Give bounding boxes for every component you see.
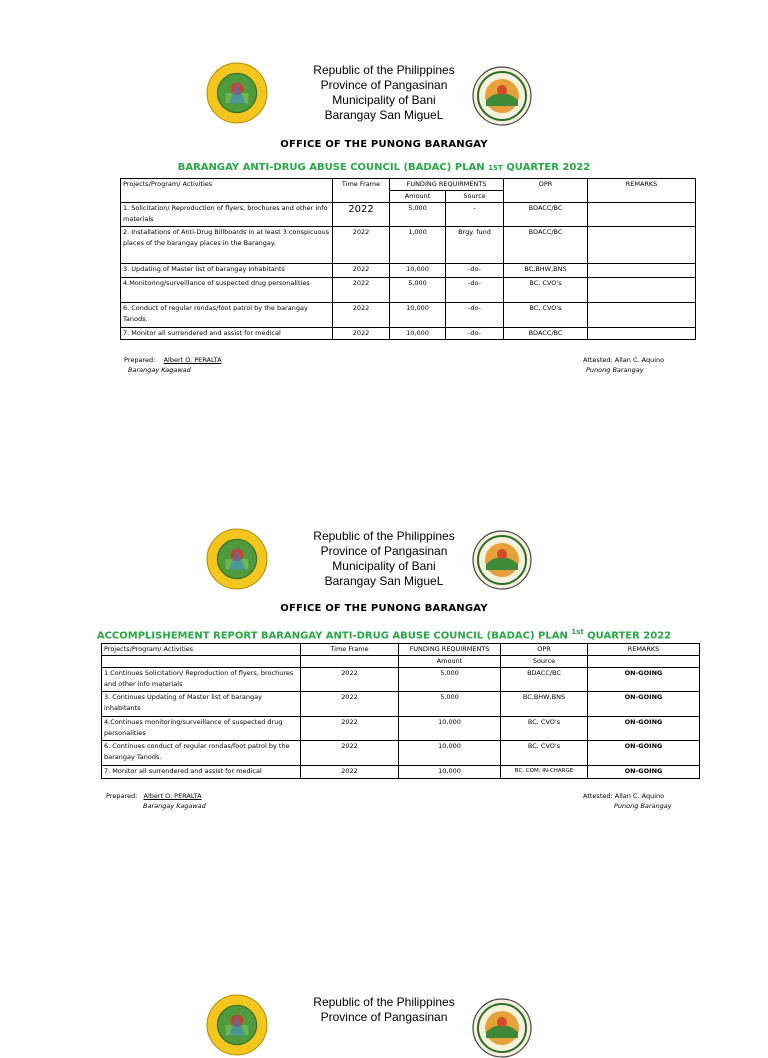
attested-by: Attested: Allan C. Aquino (583, 792, 665, 800)
cell-time: 2022 (333, 278, 390, 303)
prepared-name: Albert O. PERALTA (163, 356, 222, 364)
col-header-opr: OPR (501, 644, 588, 656)
cell-amount: 5,000 (399, 668, 501, 692)
col-header-remarks: REMARKS (588, 644, 700, 656)
cell-activity: 3. Continues Updating of Master list of barangay inhabitants (102, 692, 301, 717)
cell-time: 2022 (333, 203, 390, 227)
cell-opr: BC, CVO's (504, 303, 588, 328)
table-row (121, 328, 696, 340)
letterhead-line1: Republic of the Philippines (313, 529, 455, 543)
cell-amount: 10,000 (390, 328, 446, 340)
cell-activity: 6. Conduct of regular rondas/foot patrol by the barangay Tanods. (121, 303, 333, 328)
cell-time: 2022 (333, 303, 390, 328)
cell-source: - (446, 203, 504, 227)
cell-activity: 6. Continues conduct of regular rondas/foot patrol by the barangay Tanods. (102, 741, 301, 766)
cell-amount: 5,000 (390, 278, 446, 303)
cell-remarks: ON-GOING (588, 668, 700, 692)
cell-time: 2022 (333, 227, 390, 264)
cell-time: 2022 (301, 668, 399, 692)
cell-remarks (588, 227, 696, 264)
cell-remarks (588, 203, 696, 227)
cell-opr: BDACC/BC (504, 227, 588, 264)
cell-remarks: ON-GOING (588, 692, 700, 717)
subheader-source: Source (501, 656, 588, 668)
prepared-by (106, 792, 202, 800)
subheader-amount: Amount (399, 656, 501, 668)
letterhead-line1: Republic of the Philippines (313, 995, 455, 1009)
cell-time: 2022 (301, 766, 399, 779)
cell-source: -do- (446, 278, 504, 303)
cell-remarks: ON-GOING (588, 766, 700, 779)
report-title (0, 628, 768, 641)
letterhead-line4: Barangay San MigueL (324, 108, 444, 122)
table-row (121, 278, 696, 303)
cell-activity: 1.Continues Solicitation/ Reproduction of flyers, brochures and other info materials (102, 668, 301, 692)
cell-time: 2022 (333, 264, 390, 278)
table-row (121, 264, 696, 278)
cell-activity: 4.Continues monitoring/surveillance of suspected drug personalities (102, 717, 301, 741)
cell-remarks (588, 264, 696, 278)
cell-remarks: ON-GOING (588, 741, 700, 766)
letterhead-line3: Municipality of Bani (332, 93, 436, 107)
plan-title-end: QUARTER 2022 (506, 162, 591, 173)
letterhead-line2: Province of Pangasinan (320, 544, 448, 558)
letterhead-line1: Republic of the Philippines (313, 63, 455, 77)
plan-title-quarter: 1ST (488, 164, 503, 172)
cell-time: 2022 (333, 328, 390, 340)
letterhead (0, 529, 768, 589)
attested-role: Punong Barangay (586, 366, 644, 374)
letterhead-line3: Municipality of Bani (332, 559, 436, 573)
attested-role: Punong Barangay (614, 802, 672, 810)
prepared-role: Barangay Kagawad (128, 366, 191, 374)
cell-opr: BDACC/BC (501, 668, 588, 692)
prepared-label: Prepared: (124, 356, 156, 364)
col-header-remarks: REMARKS (588, 179, 696, 203)
letterhead (0, 995, 768, 1025)
prepared-name: Albert O. PERALTA (143, 792, 202, 800)
prepared-by (124, 356, 222, 364)
cell-amount: 5,000 (390, 203, 446, 227)
cell-opr: BC,BHW,BNS (501, 692, 588, 717)
cell-activity: 3. Updating of Master list of barangay inhabitants (121, 264, 333, 278)
table-row (102, 766, 700, 779)
cell-time: 2022 (301, 741, 399, 766)
letterhead (0, 63, 768, 123)
col-header-projects: Projects/Program/ Activities (102, 644, 301, 656)
report-title-quarter: 1st (571, 628, 584, 636)
cell-amount: 10,000 (390, 303, 446, 328)
report-table (101, 643, 700, 779)
cell-amount: 1,000 (390, 227, 446, 264)
cell-amount: 10,000 (399, 766, 501, 779)
cell-source: -do- (446, 264, 504, 278)
cell-remarks (588, 328, 696, 340)
subheader-source: Source (446, 191, 504, 203)
cell-activity: 7. Monitor all surrendered and assist for medical (102, 766, 301, 779)
plan-title (0, 162, 768, 173)
cell-opr: BC, CVO's (501, 741, 588, 766)
col-header-time: Time Frame (333, 179, 390, 203)
table-row (121, 203, 696, 227)
prepared-role: Barangay Kagawad (143, 802, 206, 810)
subheader-amount: Amount (390, 191, 446, 203)
col-header-opr: OPR (504, 179, 588, 203)
cell-remarks (588, 303, 696, 328)
cell-amount: 10,000 (399, 717, 501, 741)
cell-activity: 7. Monitor all surrendered and assist for medical (121, 328, 333, 340)
cell-time: 2022 (301, 692, 399, 717)
col-header-projects: Projects/Program/ Activities (121, 179, 333, 203)
cell-opr: BC, CVO's (504, 278, 588, 303)
cell-activity: 4.Monitoring/surveillance of suspected drug personalities (121, 278, 333, 303)
cell-remarks (588, 278, 696, 303)
cell-opr: BC, COM. IN-CHARGE (501, 766, 588, 779)
office-heading: OFFICE OF THE PUNONG BARANGAY (280, 603, 488, 614)
plan-title-main: BARANGAY ANTI-DRUG ABUSE COUNCIL (BADAC) PLAN (177, 162, 485, 173)
plan-table (120, 178, 696, 340)
cell-amount: 10,000 (399, 741, 501, 766)
col-header-funding: FUNDING REQUIRMENTS (390, 179, 504, 191)
cell-source: -do- (446, 303, 504, 328)
report-title-end: QUARTER 2022 (587, 630, 672, 642)
cell-opr: BC, CVO's (501, 717, 588, 741)
letterhead-line2: Province of Pangasinan (320, 78, 448, 92)
cell-amount: 5,000 (399, 692, 501, 717)
attested-by: Attested: Allan C. Aquino (583, 356, 665, 364)
letterhead-line4: Barangay San MigueL (324, 574, 444, 588)
prepared-label: Prepared: (106, 792, 138, 800)
cell-opr: BDACC/BC (504, 203, 588, 227)
table-row (121, 303, 696, 328)
cell-activity: 2. Installations of Anti-Drug Billboards in at least 3 conspicuous places of the barangay places in the Barangay. (121, 227, 333, 264)
cell-opr: BDACC/BC (504, 328, 588, 340)
cell-activity: 1. Solicitation/ Reproduction of flyers, brochures and other info materials (121, 203, 333, 227)
col-header-funding: FUNDING REQUIRMENTS (399, 644, 501, 656)
table-row (121, 227, 696, 264)
office-heading: OFFICE OF THE PUNONG BARANGAY (280, 139, 488, 150)
table-row (102, 692, 700, 717)
cell-time: 2022 (301, 717, 399, 741)
report-title-main: ACCOMPLISHEMENT REPORT BARANGAY ANTI-DRUG ABUSE COUNCIL (BADAC) PLAN (96, 630, 568, 642)
col-header-time: Time Frame (301, 644, 399, 656)
cell-source: -do- (446, 328, 504, 340)
cell-remarks: ON-GOING (588, 717, 700, 741)
table-row (102, 741, 700, 766)
table-row (102, 717, 700, 741)
table-row (102, 668, 700, 692)
cell-amount: 10,000 (390, 264, 446, 278)
cell-opr: BC,BHW,BNS (504, 264, 588, 278)
letterhead-line2: Province of Pangasinan (320, 1010, 448, 1024)
cell-source: Brgy. fund (446, 227, 504, 264)
